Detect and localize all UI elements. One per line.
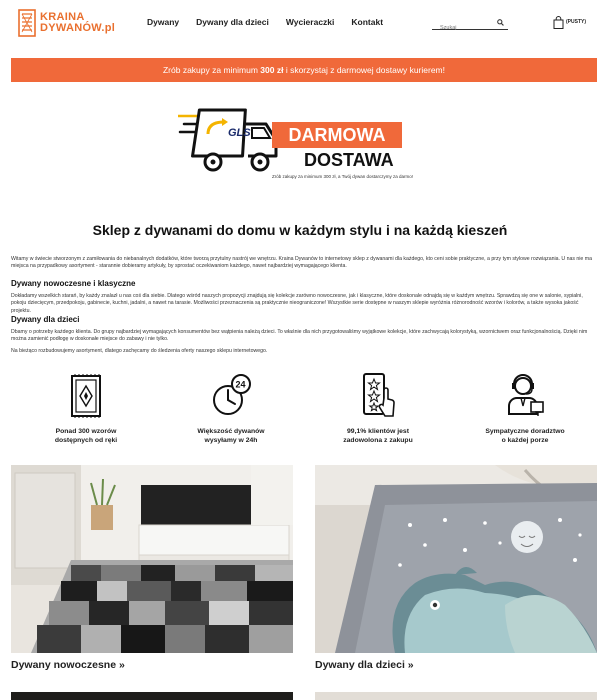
shopping-bag-icon <box>553 16 564 29</box>
feature-consulting-line2: o każdej porze <box>501 437 549 444</box>
svg-text:24: 24 <box>235 379 246 390</box>
category-link-modern[interactable]: Dywany nowoczesne » <box>11 659 125 671</box>
intro-paragraph: Witamy w świecie stworzonym z zamiłowania do niebanalnych dodatków, które tworzą przytulny nastrój we wnętrzu. Kraina Dywanów to internetowy sklep z dywanami dla każdego, kto ceni sobie praktyczne, a przy tym stylowe rozwiązania. U nas nie ma miejsca na przypadkowy asortyment - starannie dobieramy artykuły, by sprostać oczekiwaniom każdego, nawet najbardziej wymagającego klienta. <box>11 256 592 270</box>
logo-text <box>40 12 115 34</box>
promo-after: i skorzystaj z darmowej dostawy kurierem! <box>283 65 445 75</box>
feature-patterns-line1: Ponad 300 wzorów <box>55 428 117 435</box>
logo-mark-icon <box>18 9 36 37</box>
clock-24-icon <box>211 372 251 420</box>
search-input[interactable] <box>432 22 492 34</box>
cart-label: (PUSTY) <box>566 19 586 25</box>
banner-line1: DARMOWA <box>272 122 402 148</box>
category-image-kids[interactable] <box>315 465 597 653</box>
consultant-icon <box>505 372 545 420</box>
heading-kids: Dywany dla dzieci <box>11 315 80 324</box>
banner-small-text: Zrób zakupy za minimum 300 zł, a Twój dywan dostarczymy za darmo! <box>272 174 413 179</box>
modern-paragraph: Dokładamy wszelkich starań, by każdy znalazł u nas coś dla siebie. Dlatego wśród naszych propozycji znajdują się kolekcje zarówno nowoczesne, jak i klasyczne, które doskonale odnajdą się w każdym wnętrzu. Sprawdzą się one w salonie, sypialni, pokoju dziecięcym, przedpokoju, gabinecie, kuchni, jadalni, a nawet na tarasie. Możliwości przeznaczenia są praktycznie nieograniczone! Wszystkie serie dostępne w naszym sklepie wyróżnia różnorodność wzorów i kolorów, a także wysoka jakość projektu. <box>11 293 583 314</box>
feature-patterns <box>31 372 141 445</box>
feature-patterns-line2: dostępnych od ręki <box>54 437 118 444</box>
nav-kontakt[interactable]: Kontakt <box>351 17 384 27</box>
heading-modern: Dywany nowoczesne i klasyczne <box>11 279 136 288</box>
feature-satisfaction-line1: 99,1% klientów jest <box>347 428 409 435</box>
category-link-kids[interactable]: Dywany dla dzieci » <box>315 659 414 671</box>
kids-rug-photo <box>315 465 597 653</box>
modern-rug-photo <box>11 465 293 653</box>
feature-shipping <box>176 372 286 445</box>
ending-paragraph: Na bieżąco rozbudowujemy asortyment, dlatego zachęcamy do śledzenia oferty naszego sklepu internetowego. <box>11 348 268 354</box>
feature-consulting <box>470 372 580 445</box>
site-header <box>0 0 600 48</box>
promo-before: Zrób zakupy za minimum <box>162 65 261 75</box>
kids-paragraph: Dbamy o potrzeby każdego klienta. Do grupy najbardziej wymagających konsumentów bez wątpienia należą dzieci. To właśnie dla nich przygotowaliśmy wyjątkowe kolekcje, które zachwycają kolorystyką, wzornictwem oraz funkcjonalnością. Dzięki nim można zamienić podłogę w doskonałe miejsce do zabawy i nie tylko. <box>11 329 588 343</box>
main-nav <box>147 17 400 27</box>
site-logo[interactable] <box>18 9 118 41</box>
nav-dywany-dla-dzieci[interactable]: Dywany dla dzieci <box>196 17 269 27</box>
nav-wycieraczki[interactable]: Wycieraczki <box>285 17 335 27</box>
rug-icon <box>66 372 106 420</box>
next-image-strip-left <box>11 692 293 700</box>
feature-shipping-line2: wysyłamy w 24h <box>204 437 258 444</box>
page-title: Sklep z dywanami do domu w każdym stylu i na każdą kieszeń <box>92 222 508 238</box>
promo-amount: 300 zł <box>260 65 284 75</box>
logo-line1: KRAINA <box>40 11 85 23</box>
star-rating-icon <box>358 372 398 420</box>
search-icon[interactable] <box>497 19 504 26</box>
promo-bar[interactable] <box>11 58 597 82</box>
search-box <box>432 16 508 30</box>
feature-satisfaction <box>323 372 433 445</box>
gls-logo: GLS <box>228 127 251 139</box>
nav-dywany[interactable]: Dywany <box>147 17 180 27</box>
cart-button[interactable] <box>553 14 586 30</box>
category-image-modern[interactable] <box>11 465 293 653</box>
logo-line2: DYWANÓW.pl <box>40 22 116 34</box>
banner-line2: DOSTAWA <box>304 150 394 170</box>
next-image-strip-right <box>315 692 597 700</box>
feature-consulting-line1: Sympatyczne doradztwo <box>485 428 565 435</box>
free-delivery-banner[interactable] <box>178 104 424 184</box>
feature-satisfaction-line2: zadowolona z zakupu <box>343 437 413 444</box>
feature-shipping-line1: Większość dywanów <box>197 428 265 435</box>
